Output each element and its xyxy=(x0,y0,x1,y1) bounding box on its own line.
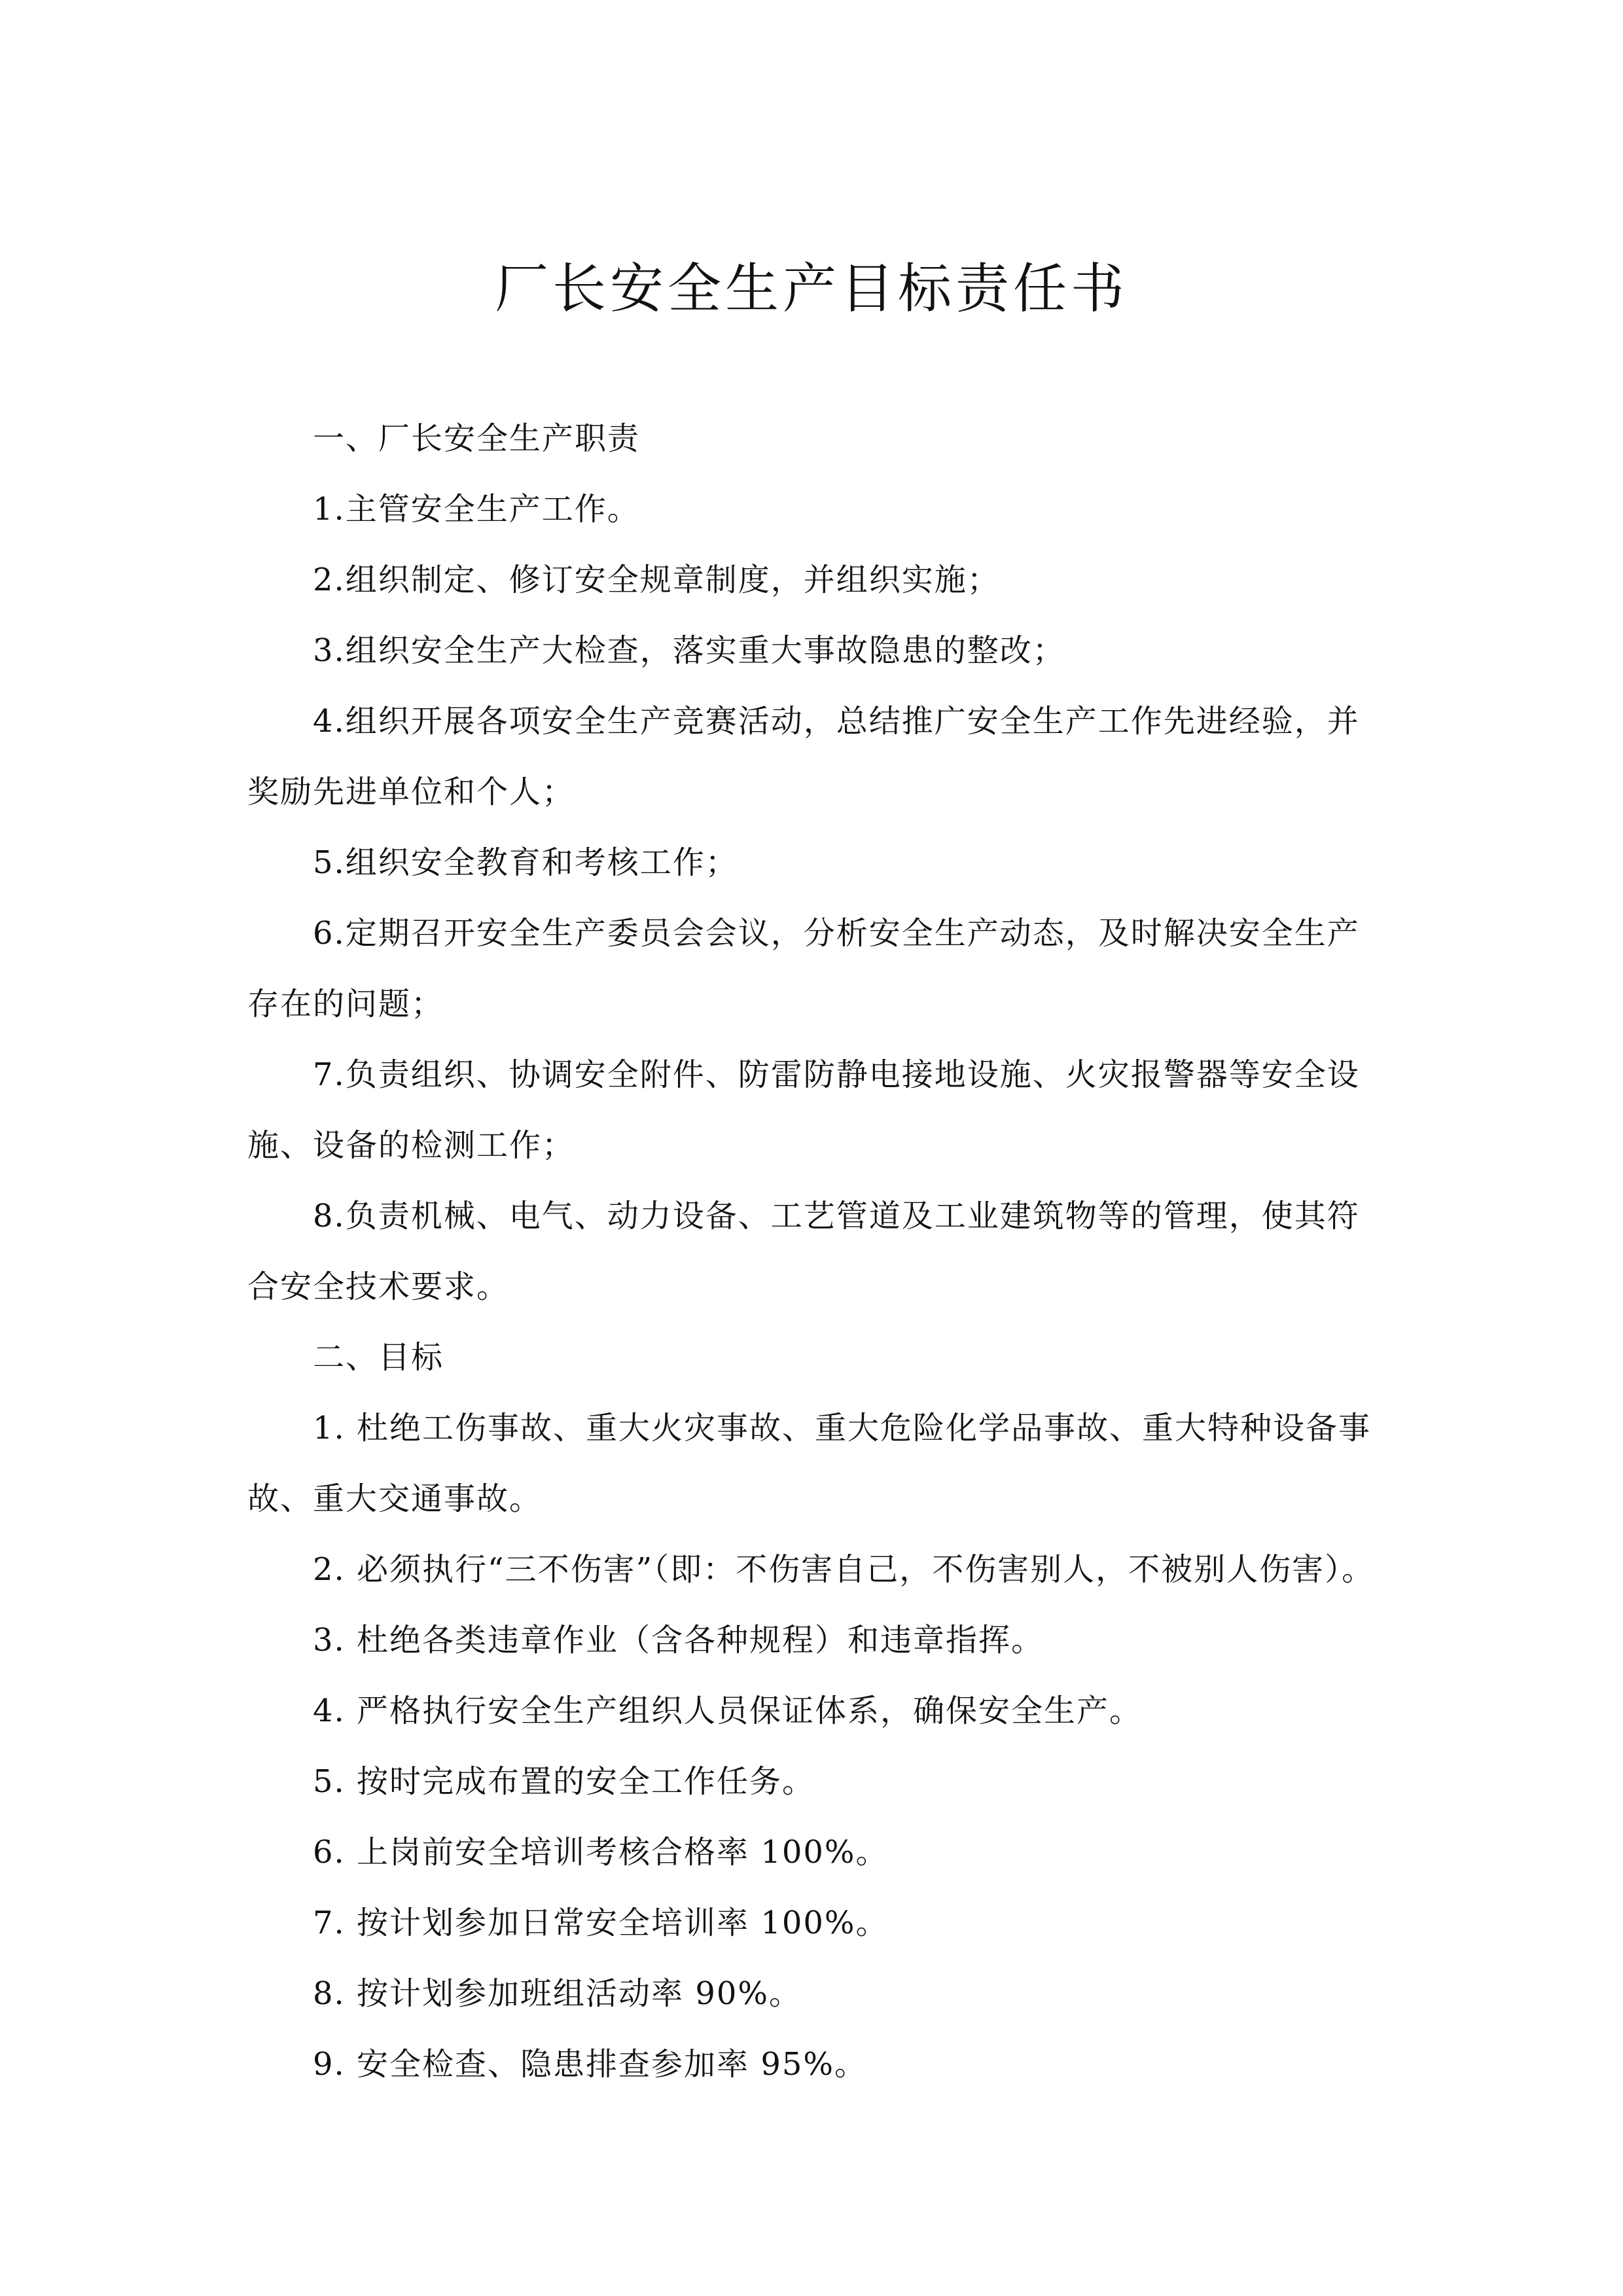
paragraph-line: 7. 按计划参加日常安全培训率 100%。 xyxy=(313,1905,889,1941)
paragraph-line: 3. 杜绝各类违章作业（含各种规程）和违章指挥。 xyxy=(313,1622,1044,1659)
paragraph-line: 8. 按计划参加班组活动率 90%。 xyxy=(313,1975,802,2012)
paragraph-line: 7.负责组织、协调安全附件、防雷防静电接地设施、火灾报警器等安全设 xyxy=(313,1056,1360,1093)
document-title: 厂长安全生产目标责任书 xyxy=(494,258,1128,320)
paragraph-line: 1. 杜绝工伤事故、重大火灾事故、重大危险化学品事故、重大特种设备事 xyxy=(313,1410,1372,1446)
paragraph-line: 6. 上岗前安全培训考核合格率 100%。 xyxy=(313,1834,889,1871)
paragraph-line: 故、重大交通事故。 xyxy=(247,1480,543,1517)
paragraph-line: 2. 必须执行“三不伤害”（即：不伤害自己，不伤害别人，不被别人伤害）。 xyxy=(313,1551,1375,1588)
paragraph-line: 6.定期召开安全生产委员会会议，分析安全生产动态，及时解决安全生产 xyxy=(313,915,1360,952)
paragraph-line: 4. 严格执行安全生产组织人员保证体系，确保安全生产。 xyxy=(313,1693,1143,1729)
paragraph-line: 9. 安全检查、隐患排查参加率 95%。 xyxy=(313,2046,868,2083)
paragraph-line: 存在的问题； xyxy=(247,986,444,1022)
paragraph-line: 8.负责机械、电气、动力设备、工艺管道及工业建筑物等的管理，使其符 xyxy=(313,1198,1360,1234)
paragraph-line: 5.组织安全教育和考核工作； xyxy=(313,844,738,881)
paragraph-line: 5. 按时完成布置的安全工作任务。 xyxy=(313,1763,815,1800)
paragraph-line: 合安全技术要求。 xyxy=(247,1268,510,1305)
paragraph-line: 二、目标 xyxy=(313,1339,444,1376)
paragraph-line: 2.组织制定、修订安全规章制度，并组织实施； xyxy=(313,562,1000,598)
paragraph-line: 奖励先进单位和个人； xyxy=(247,774,575,810)
document-body xyxy=(247,403,1386,2100)
paragraph-line: 4.组织开展各项安全生产竞赛活动，总结推广安全生产工作先进经验，并 xyxy=(313,703,1360,740)
paragraph-line: 施、设备的检测工作； xyxy=(247,1127,575,1164)
paragraph-line: 一、厂长安全生产职责 xyxy=(313,420,641,457)
paragraph-line: 1.主管安全生产工作。 xyxy=(313,491,640,528)
paragraph-line: 3.组织安全生产大检查，落实重大事故隐患的整改； xyxy=(313,632,1065,669)
